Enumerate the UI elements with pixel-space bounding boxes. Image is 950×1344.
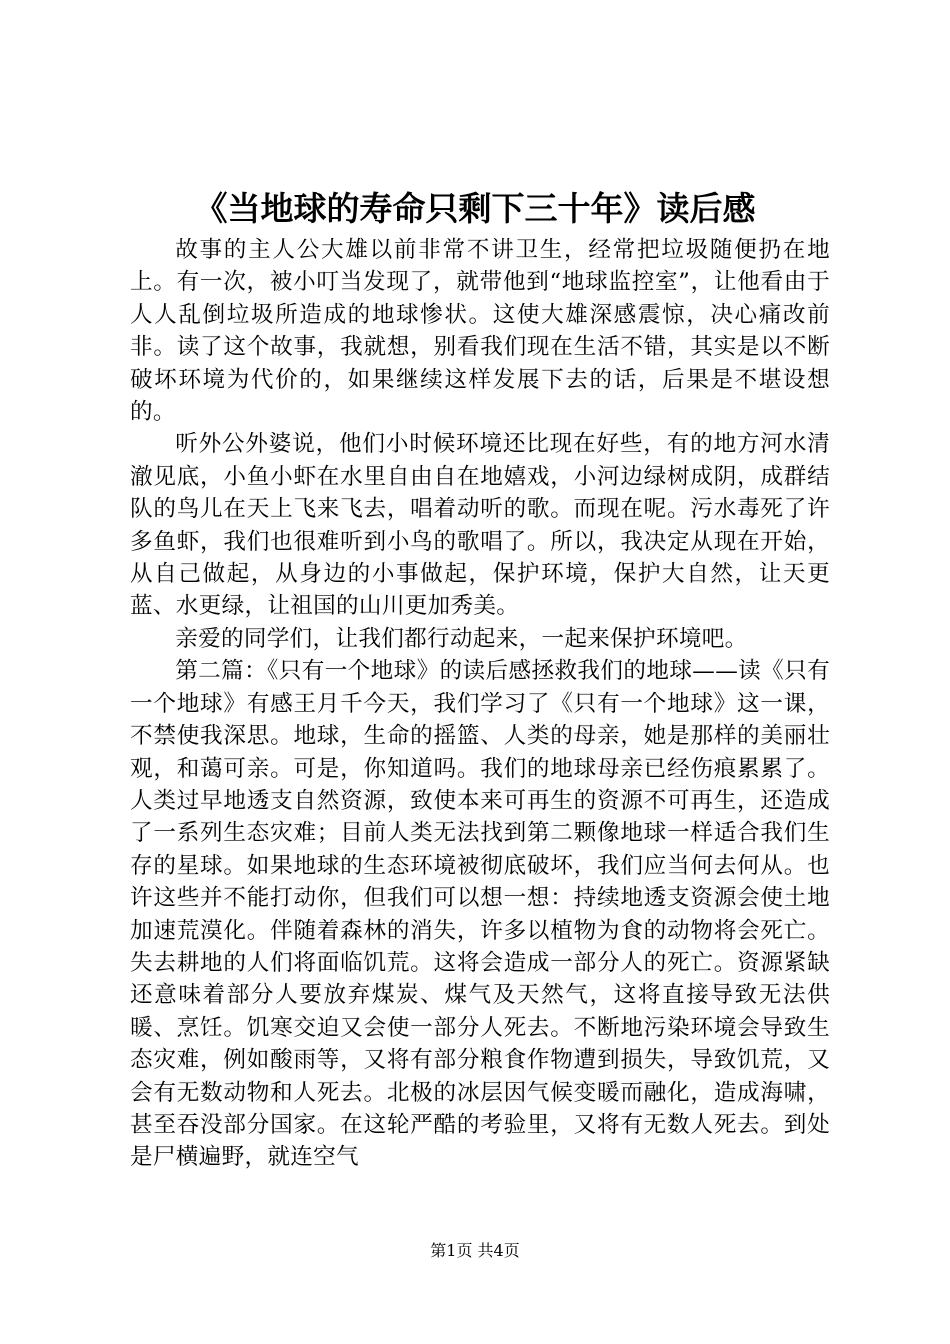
paragraph-1: 故事的主人公大雄以前非常不讲卫生，经常把垃圾随便扔在地上。有一次，被小叮当发现了，就带他到“地球监控室”，让他看由于人人乱倒垃圾所造成的地球惨状。这使大雄深感震惊，决心痛改前非。读了这个故事，我就想，别看我们现在生活不错，其实是以不断破坏环境为代价的，如果继续这样发展下去的话，后果是不堪设想的。 [130,237,830,426]
paragraph-2: 听外公外婆说，他们小时候环境还比现在好些，有的地方河水清澈见底，小鱼小虾在水里自由自在地嬉戏，小河边绿树成阴，成群结队的鸟儿在天上飞来飞去，唱着动听的歌。而现在呢。污水毒死了许多鱼虾，我们也很难听到小鸟的歌唱了。所以，我决定从现在开始，从自己做起，从身边的小事做起，保护环境，保护大自然，让天更蓝、水更绿，让祖国的山川更加秀美。 [130,431,830,620]
paragraph-3: 亲爱的同学们，让我们都行动起来，一起来保护环境吧。 [175,625,748,652]
paragraph-4: 第二篇：《只有一个地球》的读后感拯救我们的地球——读《只有一个地球》有感王月千今天，我们学习了《只有一个地球》这一课，不禁使我深思。地球，生命的摇篮、人类的母亲，她是那样的美丽壮观，和蔼可亲。可是，你知道吗。我们的地球母亲已经伤痕累累了。人类过早地透支自然资源，致使本来可再生的资源不可再生，还造成了一系列生态灾难；目前人类无法找到第二颗像地球一样适合我们生存的星球。如果地球的生态环境被彻底破坏，我们应当何去何从。也许这些并不能打动你，但我们可以想一想：持续地透支资源会使土地加速荒漠化。伴随着森林的消失，许多以植物为食的动物将会死亡。失去耕地的人们将面临饥荒。这将会造成一部分人的死亡。资源紧缺还意味着部分人要放弃煤炭、煤气及天然气，这将直接导致无法供暖、烹饪。饥寒交迫又会使一部分人死去。不断地污染环境会导致生态灾难，例如酸雨等，又将有部分粮食作物遭到损失，导致饥荒，又会有无数动物和人死去。北极的冰层因气候变暖而融化，造成海啸，甚至吞没部分国家。在这轮严酷的考验里，又将有无数人死去。到处是尸横遍野，就连空气 [130,658,830,1171]
page-footer: 第1页 共4页 [430,1241,520,1260]
document-body [130,234,830,1174]
document-title: 《当地球的寿命只剩下三十年》读后感 [194,189,756,228]
